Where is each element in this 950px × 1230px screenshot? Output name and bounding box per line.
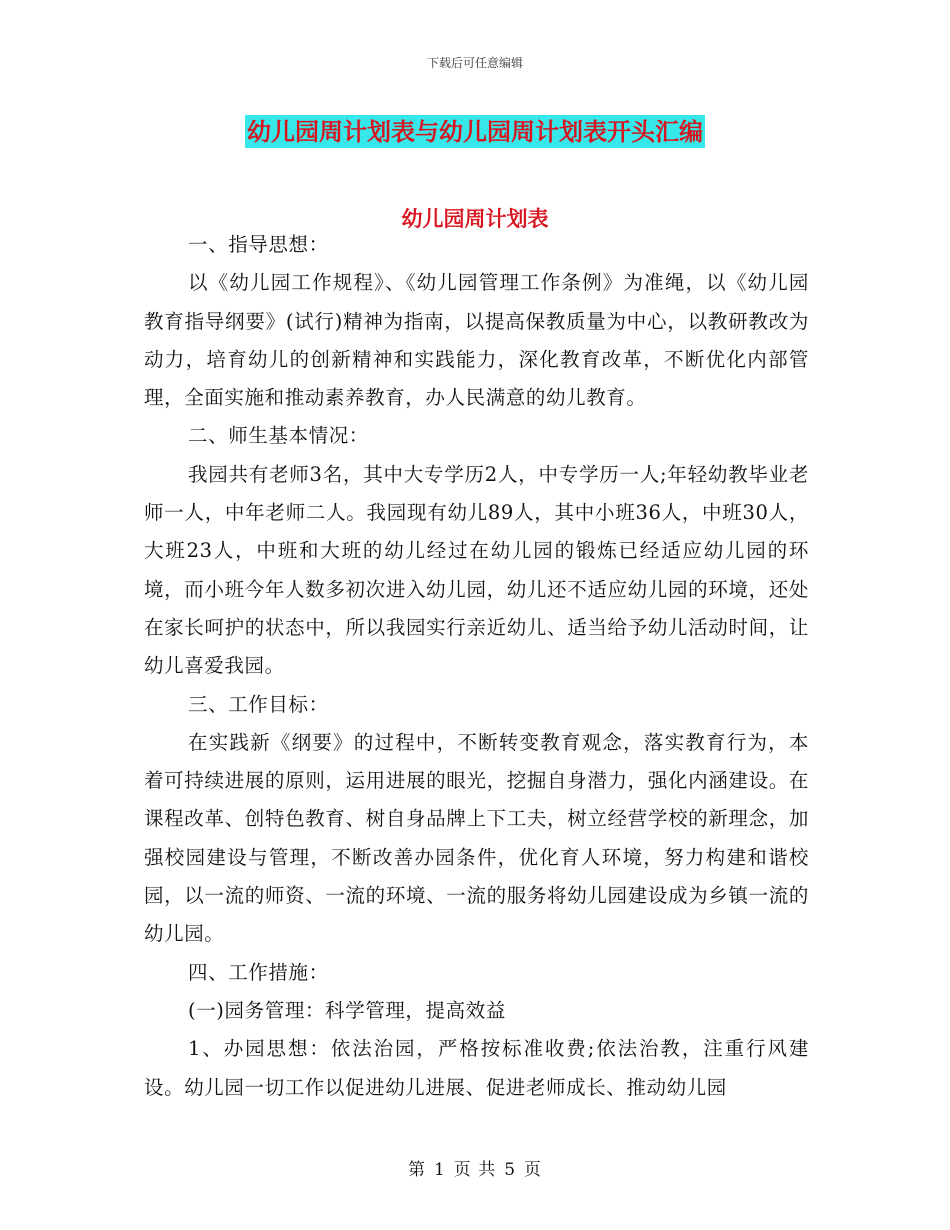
header-note: 下载后可任意编辑	[426, 56, 523, 70]
document-title	[0, 112, 950, 147]
subheading-management: (一)园务管理：科学管理，提高效益	[188, 998, 506, 1022]
heading-guiding-ideology: 一、指导思想：	[188, 233, 329, 256]
heading-work-measures: 四、工作措施：	[188, 960, 329, 984]
page-footer	[0, 1155, 950, 1180]
paragraph-basic-situation: 我园共有老师3名，其中大专学历2人，中专学历一人;年轻幼教毕业老师一人，中年老师二人。我园现有幼儿89人，其中小班36人，中班30人，大班23人，中班和大班的幼儿经过在幼儿园的锻炼已经适应幼儿园的环境，而小班今年人数多初次进入幼儿园，幼儿还不适应幼儿园的环境，还处在家长呵护的状态中，所以我园实行亲近幼儿、适当给予幼儿活动时间，让幼儿喜爱我园。	[144, 462, 809, 678]
footer-page-prefix: 第	[407, 1160, 426, 1180]
paragraph-management: 1、办园思想：依法治园，严格按标准收费;依法治教，注重行风建设。幼儿园一切工作以促进幼儿进展、促进老师成长、推动幼儿园	[144, 1037, 809, 1099]
document-title-highlight: 幼儿园周计划表与幼儿园周计划表开头汇编	[247, 117, 703, 146]
footer-page-suffix: 页	[524, 1160, 543, 1180]
paragraph-guiding-ideology: 以《幼儿园工作规程》、《幼儿园管理工作条例》为准绳，以《幼儿园教育指导纲要》(试行)精神为指南，以提高保教质量为中心，以教研教改为动力，培育幼儿的创新精神和实践能力，深化教育改革，不断优化内部管理，全面实施和推动素养教育，办人民满意的幼儿教育。	[144, 271, 809, 410]
section-title: 幼儿园周计划表	[401, 206, 549, 231]
heading-work-goals: 三、工作目标：	[188, 692, 329, 716]
footer-page-number: 1	[433, 1160, 446, 1180]
footer-page-middle: 页 共	[453, 1160, 497, 1180]
heading-basic-situation: 二、师生基本情况：	[188, 424, 369, 448]
footer-page-total: 5	[504, 1160, 517, 1180]
paragraph-work-goals: 在实践新《纲要》的过程中，不断转变教育观念，落实教育行为，本着可持续进展的原则，运用进展的眼光，挖掘自身潜力，强化内涵建设。在课程改革、创特色教育、树自身品牌上下工夫，树立经营学校的新理念，加强校园建设与管理，不断改善办园条件，优化育人环境，努力构建和谐校园，以一流的师资、一流的环境、一流的服务将幼儿园建设成为乡镇一流的幼儿园。	[144, 730, 809, 946]
document-body	[144, 226, 809, 1107]
